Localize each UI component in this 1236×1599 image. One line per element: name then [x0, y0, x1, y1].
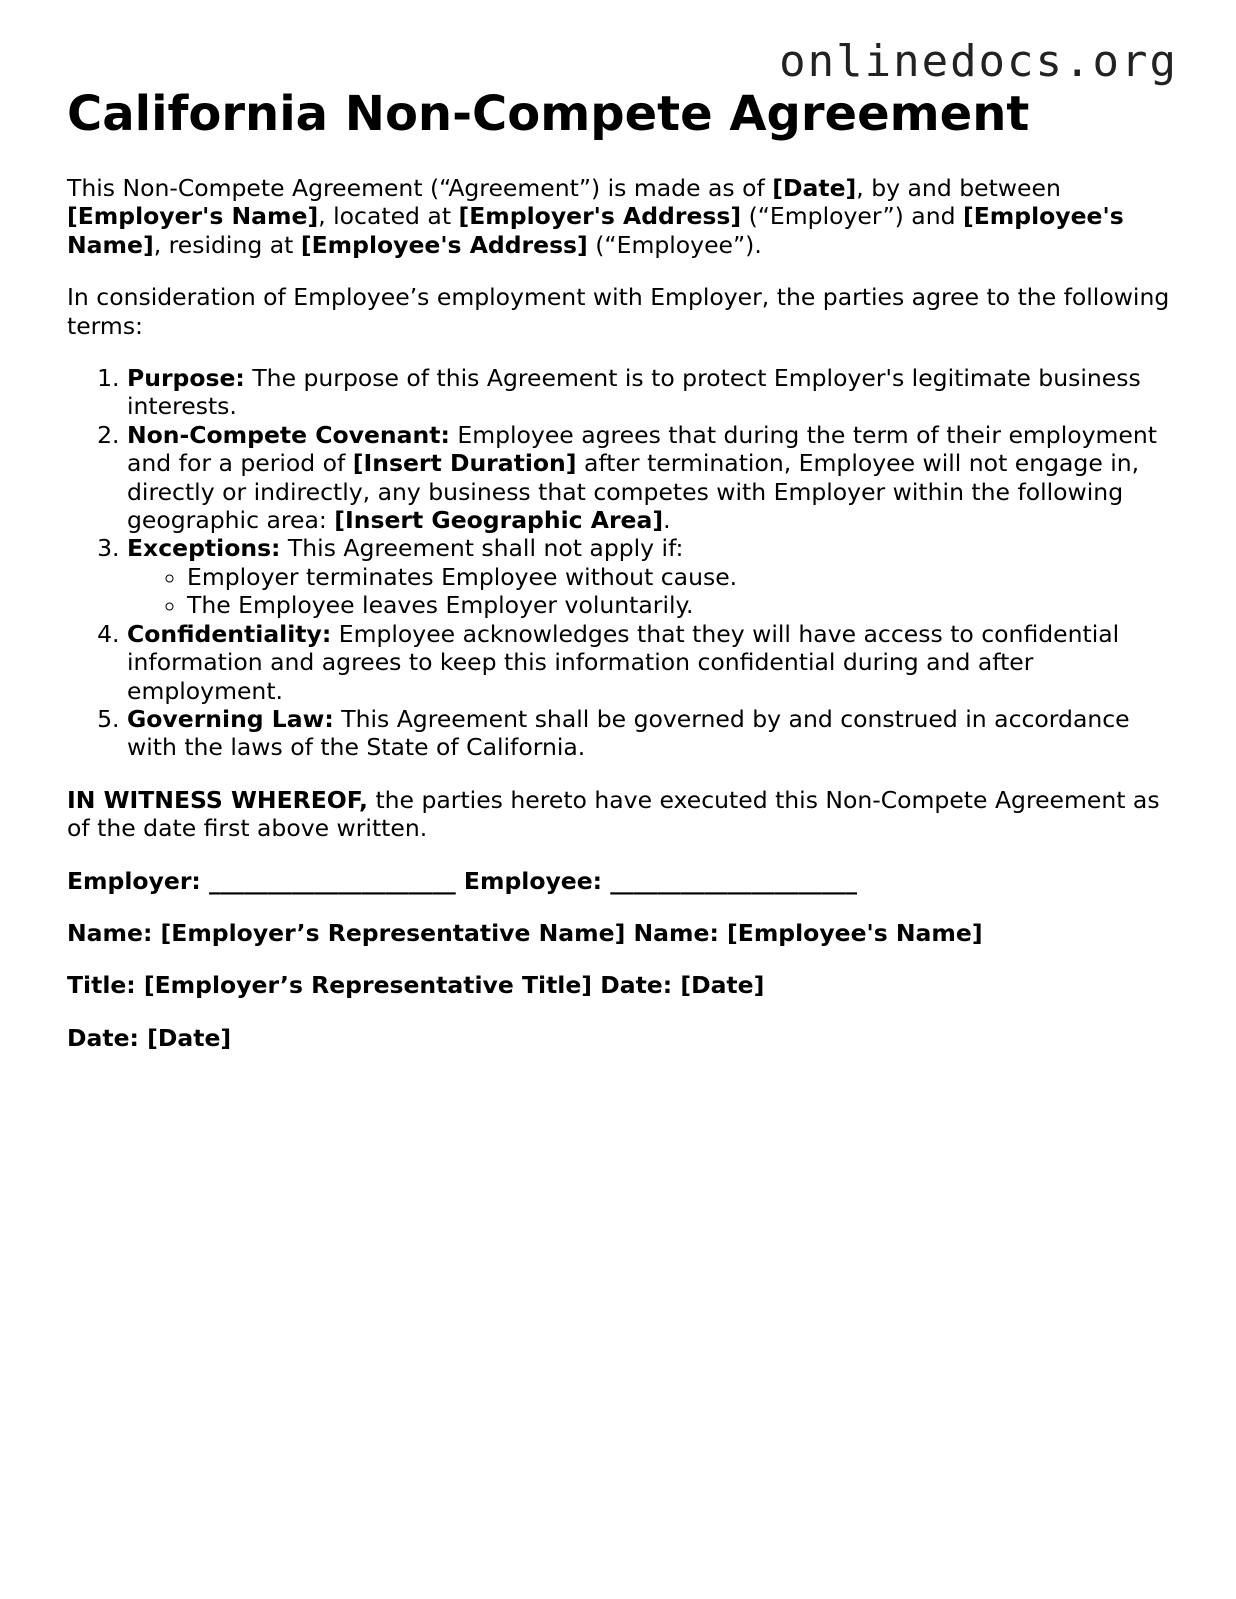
intro-text: , residing at — [153, 230, 301, 259]
term-label: Purpose: — [127, 364, 245, 393]
watermark: onlinedocs.org — [779, 36, 1178, 87]
exception-item: ◦ Employer terminates Employee without cause. — [187, 563, 1177, 591]
exception-item: ◦ The Employee leaves Employer voluntarily. — [187, 591, 1177, 619]
signature-line-names: Name: [Employer’s Representative Name] Name: [Employee's Name] — [67, 918, 983, 947]
term-governing-law — [127, 705, 1177, 762]
intro-text: , by and between — [856, 174, 1061, 202]
term-label: Governing Law: — [127, 704, 334, 733]
geographic-area-placeholder: [Insert Geographic Area] — [334, 506, 664, 535]
witness-label: IN WITNESS WHEREOF, — [67, 785, 368, 814]
witness-text: the parties hereto have executed this Non-Compete Agreement as of the date first above written. — [67, 785, 1160, 843]
term-text: Employee agrees that during the term of their employment and for a period of — [127, 420, 1157, 478]
term-label: Exceptions: — [127, 534, 281, 563]
term-label: Confidentiality: — [127, 619, 332, 648]
employer-name-placeholder: [Employer's Name] — [67, 202, 319, 231]
term-label: Non-Compete Covenant: — [127, 420, 450, 449]
term-text: Employee acknowledges that they will have access to confidential information and agrees to keep this information confidential during and after employment. — [127, 619, 1120, 705]
term-text: . — [663, 506, 671, 535]
term-text: This Agreement shall not apply if: — [280, 534, 684, 563]
intro-text: (“Employee”). — [587, 230, 762, 259]
term-exceptions — [127, 534, 1177, 619]
document-page — [67, 84, 1177, 1052]
exceptions-list — [127, 563, 1177, 620]
witness-paragraph — [67, 786, 1177, 843]
signature-line-date: Date: [Date] — [67, 1023, 232, 1052]
term-text: This Agreement shall be governed by and construed in accordance with the laws of the State of California. — [127, 704, 1130, 762]
intro-text: , located at — [318, 202, 459, 231]
terms-list — [67, 364, 1177, 762]
signature-line-parties: Employer: _____________________ Employee: _____________________ — [67, 866, 858, 895]
employee-name-placeholder: [Employee's Name] — [67, 202, 1124, 259]
document-title: California Non-Compete Agreement — [67, 86, 1030, 142]
signature-line-title: Title: [Employer’s Representative Title] Date: [Date] — [67, 971, 765, 1000]
duration-placeholder: [Insert Duration] — [352, 449, 577, 478]
term-text: The purpose of this Agreement is to protect Employer's legitimate business interests. — [127, 364, 1141, 421]
intro-paragraph — [67, 174, 1177, 259]
intro-text: (“Employer”) and — [741, 202, 963, 231]
employee-address-placeholder: [Employee's Address] — [300, 230, 588, 259]
employer-address-placeholder: [Employer's Address] — [458, 202, 742, 231]
consideration-paragraph: In consideration of Employee’s employment with Employer, the parties agree to the following terms: — [67, 283, 1170, 340]
term-text: after termination, Employee will not engage in, directly or indirectly, any business that competes with Employer within the following geographic area: — [127, 449, 1140, 535]
intro-date-placeholder: [Date] — [772, 174, 857, 202]
intro-text: This Non-Compete Agreement (“Agreement”) is made as of — [67, 174, 773, 202]
term-purpose — [127, 364, 1177, 421]
term-confidentiality — [127, 620, 1177, 705]
term-non-compete — [127, 421, 1177, 535]
